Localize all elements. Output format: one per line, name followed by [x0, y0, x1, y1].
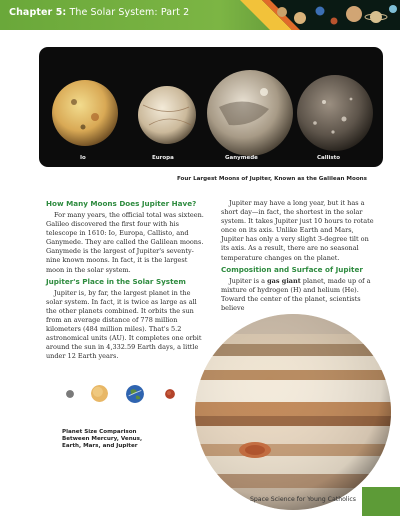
composition-text-start: Jupiter is a	[229, 276, 268, 285]
left-column	[46, 199, 205, 363]
paragraph-day-length: Jupiter may have a long year, but it has a short day—in fact, the shortest in the solar system. It takes Jupiter just 10 hours to rotate once on its axis. Unlike Earth and Mars, Jupiter has only a very slight 3-degree tilt on its axis. As a result, there are no seasonal temperature changes on the planet.	[221, 199, 374, 262]
page-corner-tab	[362, 487, 400, 516]
gas-giant-term: gas giant	[267, 276, 301, 285]
moons-figure-caption: Four Largest Moons of Jupiter, Known as the Galilean Moons	[176, 176, 367, 182]
earth-image	[126, 385, 144, 403]
solar-system-illustration	[270, 0, 400, 30]
chapter-header	[0, 0, 400, 30]
composition-text-end: planet, made up of a mixture of hydrogen (H) and helium (He). Toward the center of the planet, scientists believe	[221, 276, 371, 312]
chapter-name: The Solar System: Part 2	[69, 7, 190, 18]
planet-caption-line-2: Between Mercury, Venus,	[62, 436, 143, 442]
section-heading-place: Jupiter's Place in the Solar System	[46, 276, 186, 286]
planet-caption-line-3: Earth, Mars, and Jupiter	[62, 443, 138, 449]
section-heading-composition: Composition and Surface of Jupiter	[221, 264, 363, 274]
paragraph-composition	[221, 277, 376, 313]
planet-comparison-caption	[62, 429, 162, 450]
moon-label-ganymede: Ganymede	[225, 155, 258, 161]
moon-label-callisto: Callisto	[317, 155, 341, 161]
book-title-footer: Space Science for Young Catholics	[249, 496, 356, 503]
moon-label-io: Io	[80, 155, 86, 161]
section-heading-moons: How Many Moons Does Jupiter Have?	[46, 199, 197, 208]
chapter-number: Chapter 5:	[9, 7, 67, 18]
paragraph-moons: For many years, the official total was sixteen. Galileo discovered the first four with his telescope in 1610: Io, Europa, Callisto, and Ganymede. They are called the Galilean moons. Ganymede is the largest of Jupiter's seventy-nine known moons. In fact, it is the largest moon in the solar system.	[46, 211, 204, 274]
jupiter-image	[193, 312, 393, 512]
moon-label-europa: Europa	[152, 155, 174, 161]
right-column	[221, 199, 376, 314]
venus-image	[91, 385, 108, 402]
paragraph-place: Jupiter is, by far, the largest planet in the solar system. In fact, it is twice as large as all the other planets combined. It orbits the sun from an average distance of 778 million kilometers (484 million miles). That's 5.2 astronomical units (AU). It completes one orbit around the sun in 4,332.59 Earth days, a little under 12 Earth years.	[46, 288, 202, 361]
chapter-title	[9, 7, 189, 18]
planet-caption-line-1: Planet Size Comparison	[62, 429, 137, 435]
mars-image	[165, 389, 175, 399]
galilean-moons-panel	[39, 47, 383, 167]
galilean-moons-image	[39, 47, 383, 167]
mercury-image	[66, 390, 74, 398]
